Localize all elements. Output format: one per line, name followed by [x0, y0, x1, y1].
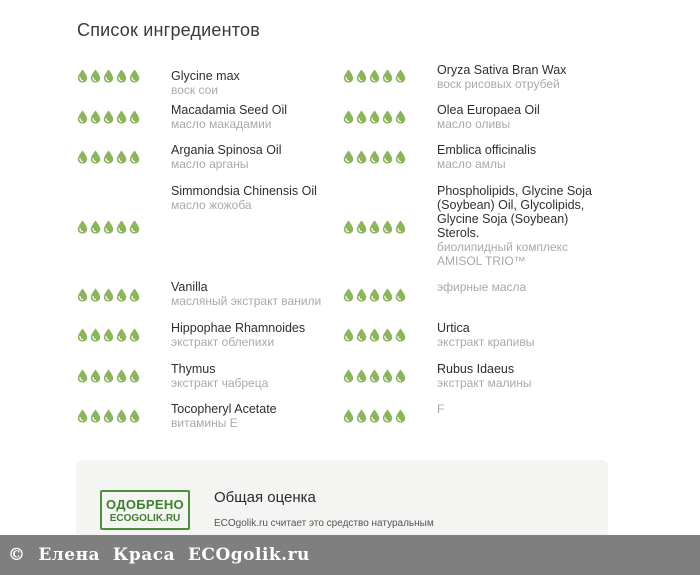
ingredient-item	[437, 103, 607, 131]
leaf-drop-icon	[103, 288, 114, 302]
leaf-drop-icon	[369, 328, 380, 342]
ingredient-rating	[343, 69, 406, 83]
leaf-drop-icon	[382, 369, 393, 383]
leaf-drop-icon	[382, 288, 393, 302]
ingredient-name: Urtica	[437, 321, 470, 335]
leaf-drop-icon	[103, 110, 114, 124]
leaf-drop-icon	[77, 220, 88, 234]
ingredient-description: воск сои	[171, 83, 219, 97]
ingredient-rating	[343, 409, 406, 423]
leaf-drop-icon	[382, 150, 393, 164]
ingredient-rating	[343, 220, 406, 234]
leaf-drop-icon	[356, 328, 367, 342]
leaf-drop-icon	[356, 69, 367, 83]
overall-score-text: ECOgolik.ru считает это средство натуральным	[214, 518, 434, 529]
ingredient-description: масло макадамии	[171, 117, 272, 131]
watermark-bar	[0, 535, 700, 575]
ingredient-name: Glycine max	[171, 69, 240, 83]
leaf-drop-icon	[77, 369, 88, 383]
ingredient-rating	[343, 288, 406, 302]
leaf-drop-icon	[103, 328, 114, 342]
leaf-drop-icon	[395, 328, 406, 342]
leaf-drop-icon	[116, 220, 127, 234]
ingredient-name: Macadamia Seed Oil	[171, 103, 288, 117]
ingredient-rating	[77, 150, 140, 164]
ingredient-description: витамины Е	[171, 416, 238, 430]
leaf-drop-icon	[382, 110, 393, 124]
overall-score-title: Общая оценка	[214, 489, 316, 506]
leaf-drop-icon	[129, 328, 140, 342]
leaf-drop-icon	[395, 288, 406, 302]
leaf-drop-icon	[129, 220, 140, 234]
leaf-drop-icon	[369, 150, 380, 164]
leaf-drop-icon	[77, 69, 88, 83]
leaf-drop-icon	[343, 409, 354, 423]
ingredient-item	[171, 184, 341, 212]
leaf-drop-icon	[90, 69, 101, 83]
ingredient-rating	[77, 328, 140, 342]
leaf-drop-icon	[395, 110, 406, 124]
leaf-drop-icon	[356, 150, 367, 164]
ingredient-item	[171, 280, 341, 308]
ingredient-item	[171, 321, 341, 349]
leaf-drop-icon	[90, 110, 101, 124]
ingredient-rating	[77, 69, 140, 83]
leaf-drop-icon	[116, 69, 127, 83]
leaf-drop-icon	[395, 69, 406, 83]
ingredient-description: эфирные масла	[437, 280, 527, 294]
leaf-drop-icon	[90, 220, 101, 234]
leaf-drop-icon	[356, 110, 367, 124]
leaf-drop-icon	[90, 150, 101, 164]
ingredient-name: Oryza Sativa Bran Wax	[437, 63, 567, 77]
ingredient-item	[171, 69, 341, 97]
ingredient-description: экстракт облепихи	[171, 335, 275, 349]
ingredient-rating	[343, 328, 406, 342]
ingredient-description: масляный экстракт ванили	[171, 294, 322, 308]
ingredient-item	[437, 402, 607, 416]
ingredient-name: Argania Spinosa Oil	[171, 143, 282, 157]
leaf-drop-icon	[129, 150, 140, 164]
leaf-drop-icon	[382, 220, 393, 234]
ingredient-description: экстракт малины	[437, 376, 532, 390]
leaf-drop-icon	[369, 69, 380, 83]
leaf-drop-icon	[116, 110, 127, 124]
ingredient-item	[171, 402, 341, 430]
ingredient-rating	[77, 369, 140, 383]
ingredient-rating	[343, 150, 406, 164]
leaf-drop-icon	[356, 288, 367, 302]
leaf-drop-icon	[129, 110, 140, 124]
ingredient-rating	[343, 369, 406, 383]
ingredient-name: Hippophae Rhamnoides	[171, 321, 306, 335]
ingredient-item	[171, 143, 341, 171]
ingredient-description: масло арганы	[171, 157, 249, 171]
approved-badge	[100, 490, 190, 530]
ingredient-item	[437, 143, 607, 171]
ingredient-rating	[343, 110, 406, 124]
ingredient-rating	[77, 110, 140, 124]
page-title: Список ингредиентов	[77, 20, 261, 40]
ingredient-description: биолипидный комплекс AMISOL TRIO™	[437, 240, 569, 268]
ingredient-name: Rubus Idaeus	[437, 362, 515, 376]
watermark-text: © Елена Краса ECOgolik.ru	[8, 545, 310, 565]
leaf-drop-icon	[116, 328, 127, 342]
ingredient-item	[437, 321, 607, 349]
leaf-drop-icon	[90, 288, 101, 302]
leaf-drop-icon	[90, 409, 101, 423]
ingredient-item	[171, 103, 341, 131]
ingredient-rating	[77, 220, 140, 234]
leaf-drop-icon	[369, 409, 380, 423]
leaf-drop-icon	[382, 409, 393, 423]
ingredient-name: Vanilla	[171, 280, 208, 294]
leaf-drop-icon	[90, 369, 101, 383]
leaf-drop-icon	[103, 150, 114, 164]
leaf-drop-icon	[369, 220, 380, 234]
ingredient-name: Tocopheryl Acetate	[171, 402, 277, 416]
ingredient-item	[437, 63, 607, 91]
ingredient-item	[171, 362, 341, 390]
ingredient-description: воск рисовых отрубей	[437, 77, 560, 91]
approved-badge-site: ECOGOLIK.RU	[109, 513, 181, 524]
leaf-drop-icon	[129, 369, 140, 383]
leaf-drop-icon	[343, 69, 354, 83]
leaf-drop-icon	[395, 150, 406, 164]
ingredient-description: масло амлы	[437, 157, 506, 171]
leaf-drop-icon	[356, 409, 367, 423]
ingredient-description: масло жожоба	[171, 198, 252, 212]
leaf-drop-icon	[77, 328, 88, 342]
ingredient-name: Thymus	[171, 362, 216, 376]
leaf-drop-icon	[395, 409, 406, 423]
leaf-drop-icon	[343, 288, 354, 302]
ingredient-name: Emblica officinalis	[437, 143, 537, 157]
leaf-drop-icon	[382, 69, 393, 83]
ingredient-description: F	[437, 402, 445, 416]
ingredient-rating	[77, 288, 140, 302]
leaf-drop-icon	[369, 369, 380, 383]
leaf-drop-icon	[116, 288, 127, 302]
leaf-drop-icon	[116, 150, 127, 164]
approved-badge-label: ОДОБРЕНО	[106, 497, 184, 512]
leaf-drop-icon	[343, 150, 354, 164]
ingredient-description: экстракт крапивы	[437, 335, 535, 349]
ingredient-name: Phospholipids, Glycine Soja (Soybean) Oil, Glycolipids, Glycine Soja (Soybean) Sterols.	[437, 184, 592, 240]
leaf-drop-icon	[129, 69, 140, 83]
leaf-drop-icon	[103, 409, 114, 423]
ingredient-description: экстракт чабреца	[171, 376, 269, 390]
leaf-drop-icon	[77, 288, 88, 302]
leaf-drop-icon	[77, 110, 88, 124]
leaf-drop-icon	[90, 328, 101, 342]
ingredient-rating	[77, 409, 140, 423]
leaf-drop-icon	[369, 288, 380, 302]
leaf-drop-icon	[129, 288, 140, 302]
leaf-drop-icon	[343, 220, 354, 234]
leaf-drop-icon	[343, 110, 354, 124]
leaf-drop-icon	[343, 328, 354, 342]
leaf-drop-icon	[103, 369, 114, 383]
leaf-drop-icon	[356, 220, 367, 234]
ingredient-item	[437, 362, 607, 390]
ingredient-name: Olea Europaea Oil	[437, 103, 540, 117]
leaf-drop-icon	[395, 220, 406, 234]
leaf-drop-icon	[343, 369, 354, 383]
leaf-drop-icon	[395, 369, 406, 383]
leaf-drop-icon	[356, 369, 367, 383]
ingredient-item	[437, 184, 607, 268]
leaf-drop-icon	[116, 369, 127, 383]
leaf-drop-icon	[103, 220, 114, 234]
leaf-drop-icon	[382, 328, 393, 342]
leaf-drop-icon	[129, 409, 140, 423]
ingredient-name: Simmondsia Chinensis Oil	[171, 184, 317, 198]
ingredient-item	[437, 280, 607, 294]
leaf-drop-icon	[77, 409, 88, 423]
leaf-drop-icon	[369, 110, 380, 124]
leaf-drop-icon	[103, 69, 114, 83]
leaf-drop-icon	[77, 150, 88, 164]
leaf-drop-icon	[116, 409, 127, 423]
ingredient-description: масло оливы	[437, 117, 511, 131]
